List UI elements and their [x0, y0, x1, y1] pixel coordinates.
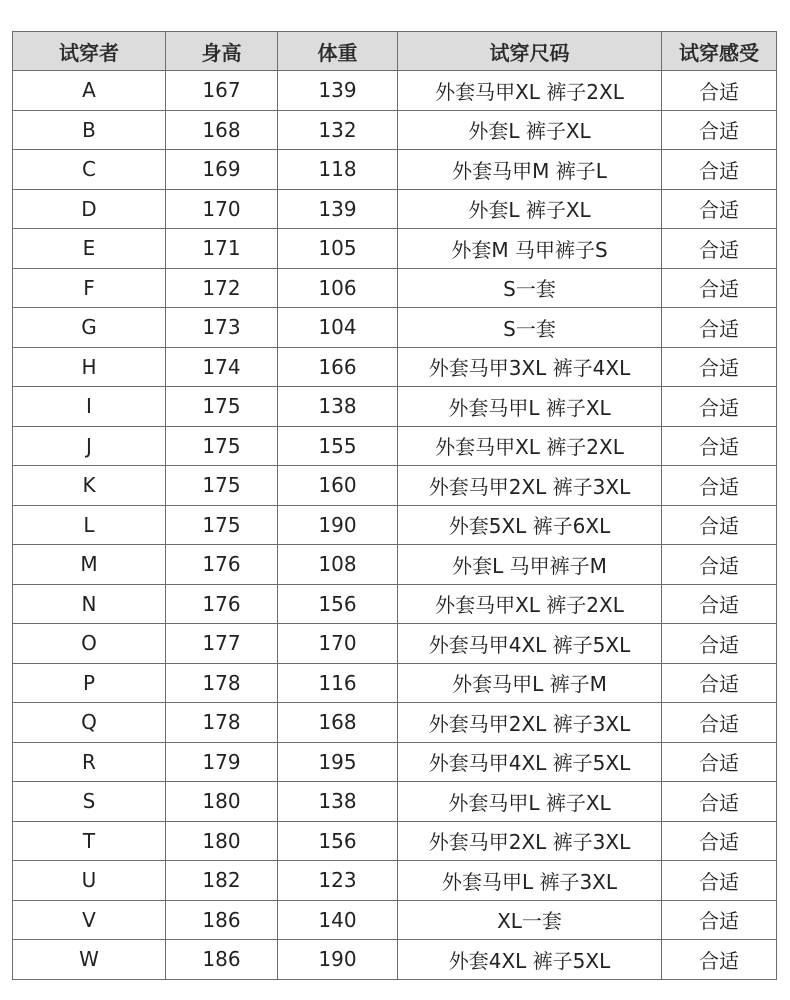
- table-row: [13, 466, 777, 506]
- cell-feeling: 合适: [662, 71, 777, 111]
- table-row: [13, 308, 777, 348]
- cell-weight: 166: [278, 347, 398, 387]
- table-row: [13, 71, 777, 111]
- table-row: [13, 663, 777, 703]
- cell-height: 167: [166, 71, 278, 111]
- cell-weight: 168: [278, 703, 398, 743]
- cell-weight: 156: [278, 584, 398, 624]
- cell-feeling: 合适: [662, 308, 777, 348]
- header-trial-size: 试穿尺码: [398, 32, 662, 71]
- table-row: [13, 940, 777, 980]
- cell-weight: 170: [278, 624, 398, 664]
- cell-height: 175: [166, 505, 278, 545]
- cell-weight: 108: [278, 545, 398, 585]
- table-row: [13, 624, 777, 664]
- cell-tester: T: [13, 821, 166, 861]
- table-row: [13, 782, 777, 822]
- header-row: [13, 32, 777, 71]
- cell-feeling: 合适: [662, 189, 777, 229]
- cell-feeling: 合适: [662, 268, 777, 308]
- table-row: [13, 110, 777, 150]
- cell-trial-size: 外套马甲XL 裤子2XL: [398, 584, 662, 624]
- cell-tester: G: [13, 308, 166, 348]
- table-row: [13, 387, 777, 427]
- cell-tester: M: [13, 545, 166, 585]
- cell-tester: S: [13, 782, 166, 822]
- cell-feeling: 合适: [662, 426, 777, 466]
- cell-height: 186: [166, 940, 278, 980]
- cell-feeling: 合适: [662, 782, 777, 822]
- table-row: [13, 742, 777, 782]
- cell-weight: 104: [278, 308, 398, 348]
- cell-tester: V: [13, 900, 166, 940]
- cell-tester: E: [13, 229, 166, 269]
- cell-feeling: 合适: [662, 110, 777, 150]
- cell-height: 186: [166, 900, 278, 940]
- cell-feeling: 合适: [662, 940, 777, 980]
- cell-trial-size: S一套: [398, 268, 662, 308]
- cell-feeling: 合适: [662, 150, 777, 190]
- table-row: [13, 861, 777, 901]
- cell-height: 176: [166, 545, 278, 585]
- cell-tester: U: [13, 861, 166, 901]
- cell-feeling: 合适: [662, 742, 777, 782]
- cell-tester: F: [13, 268, 166, 308]
- cell-trial-size: 外套马甲4XL 裤子5XL: [398, 742, 662, 782]
- cell-tester: O: [13, 624, 166, 664]
- cell-trial-size: 外套4XL 裤子5XL: [398, 940, 662, 980]
- table-row: [13, 584, 777, 624]
- cell-trial-size: XL一套: [398, 900, 662, 940]
- cell-trial-size: 外套马甲L 裤子XL: [398, 782, 662, 822]
- cell-height: 178: [166, 703, 278, 743]
- cell-height: 178: [166, 663, 278, 703]
- cell-tester: P: [13, 663, 166, 703]
- cell-trial-size: 外套马甲2XL 裤子3XL: [398, 703, 662, 743]
- cell-weight: 155: [278, 426, 398, 466]
- cell-height: 175: [166, 387, 278, 427]
- cell-tester: J: [13, 426, 166, 466]
- table-row: [13, 347, 777, 387]
- table-row: [13, 229, 777, 269]
- cell-tester: D: [13, 189, 166, 229]
- cell-tester: A: [13, 71, 166, 111]
- cell-trial-size: 外套马甲2XL 裤子3XL: [398, 821, 662, 861]
- cell-height: 171: [166, 229, 278, 269]
- table-body: [13, 71, 777, 980]
- table-row: [13, 150, 777, 190]
- cell-weight: 123: [278, 861, 398, 901]
- cell-feeling: 合适: [662, 861, 777, 901]
- cell-feeling: 合适: [662, 703, 777, 743]
- cell-height: 172: [166, 268, 278, 308]
- cell-tester: Q: [13, 703, 166, 743]
- cell-height: 179: [166, 742, 278, 782]
- cell-weight: 116: [278, 663, 398, 703]
- cell-tester: N: [13, 584, 166, 624]
- cell-trial-size: 外套马甲M 裤子L: [398, 150, 662, 190]
- cell-feeling: 合适: [662, 900, 777, 940]
- cell-height: 175: [166, 466, 278, 506]
- cell-trial-size: 外套马甲4XL 裤子5XL: [398, 624, 662, 664]
- cell-weight: 138: [278, 782, 398, 822]
- cell-height: 173: [166, 308, 278, 348]
- table-row: [13, 703, 777, 743]
- cell-trial-size: S一套: [398, 308, 662, 348]
- cell-trial-size: 外套马甲3XL 裤子4XL: [398, 347, 662, 387]
- cell-height: 180: [166, 821, 278, 861]
- cell-tester: R: [13, 742, 166, 782]
- cell-height: 175: [166, 426, 278, 466]
- cell-weight: 132: [278, 110, 398, 150]
- cell-feeling: 合适: [662, 821, 777, 861]
- cell-height: 170: [166, 189, 278, 229]
- cell-tester: W: [13, 940, 166, 980]
- header-tester: 试穿者: [13, 32, 166, 71]
- cell-height: 182: [166, 861, 278, 901]
- cell-height: 169: [166, 150, 278, 190]
- cell-weight: 105: [278, 229, 398, 269]
- size-trial-table-container: [12, 31, 776, 980]
- cell-height: 180: [166, 782, 278, 822]
- cell-trial-size: 外套M 马甲裤子S: [398, 229, 662, 269]
- cell-tester: L: [13, 505, 166, 545]
- table-row: [13, 505, 777, 545]
- cell-trial-size: 外套L 裤子XL: [398, 189, 662, 229]
- header-weight: 体重: [278, 32, 398, 71]
- cell-tester: K: [13, 466, 166, 506]
- cell-feeling: 合适: [662, 229, 777, 269]
- cell-feeling: 合适: [662, 545, 777, 585]
- table-row: [13, 900, 777, 940]
- cell-trial-size: 外套马甲L 裤子3XL: [398, 861, 662, 901]
- cell-trial-size: 外套马甲XL 裤子2XL: [398, 71, 662, 111]
- table-row: [13, 426, 777, 466]
- cell-tester: H: [13, 347, 166, 387]
- cell-weight: 106: [278, 268, 398, 308]
- cell-trial-size: 外套5XL 裤子6XL: [398, 505, 662, 545]
- cell-feeling: 合适: [662, 466, 777, 506]
- cell-feeling: 合适: [662, 505, 777, 545]
- table-row: [13, 545, 777, 585]
- cell-feeling: 合适: [662, 663, 777, 703]
- cell-weight: 190: [278, 940, 398, 980]
- cell-weight: 190: [278, 505, 398, 545]
- cell-trial-size: 外套马甲2XL 裤子3XL: [398, 466, 662, 506]
- cell-height: 176: [166, 584, 278, 624]
- cell-trial-size: 外套L 马甲裤子M: [398, 545, 662, 585]
- size-trial-table: [12, 31, 777, 980]
- cell-trial-size: 外套马甲L 裤子XL: [398, 387, 662, 427]
- cell-height: 177: [166, 624, 278, 664]
- cell-tester: C: [13, 150, 166, 190]
- table-row: [13, 189, 777, 229]
- cell-weight: 139: [278, 189, 398, 229]
- header-feeling: 试穿感受: [662, 32, 777, 71]
- table-row: [13, 268, 777, 308]
- header-height: 身高: [166, 32, 278, 71]
- cell-weight: 156: [278, 821, 398, 861]
- cell-feeling: 合适: [662, 584, 777, 624]
- cell-weight: 195: [278, 742, 398, 782]
- cell-weight: 139: [278, 71, 398, 111]
- cell-feeling: 合适: [662, 387, 777, 427]
- cell-weight: 118: [278, 150, 398, 190]
- cell-feeling: 合适: [662, 624, 777, 664]
- cell-weight: 138: [278, 387, 398, 427]
- cell-tester: B: [13, 110, 166, 150]
- cell-height: 168: [166, 110, 278, 150]
- cell-tester: I: [13, 387, 166, 427]
- cell-trial-size: 外套马甲XL 裤子2XL: [398, 426, 662, 466]
- cell-weight: 140: [278, 900, 398, 940]
- table-row: [13, 821, 777, 861]
- cell-trial-size: 外套L 裤子XL: [398, 110, 662, 150]
- cell-trial-size: 外套马甲L 裤子M: [398, 663, 662, 703]
- cell-feeling: 合适: [662, 347, 777, 387]
- cell-height: 174: [166, 347, 278, 387]
- table-header: [13, 32, 777, 71]
- cell-weight: 160: [278, 466, 398, 506]
